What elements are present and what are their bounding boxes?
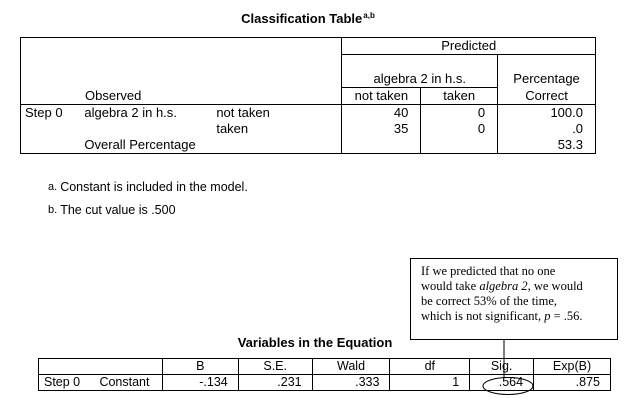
variables-table [38,358,611,391]
df-header: df [390,359,470,375]
sig-header: Sig. [470,359,534,375]
taken-value: 0 [421,121,498,137]
variables-table-title: Variables in the Equation [237,335,393,350]
step-cell [21,137,81,154]
b-value: -.134 [162,375,238,391]
expb-header: Exp(B) [534,359,611,375]
classification-table [20,37,596,154]
level-cell: taken [216,121,249,136]
variable-cell: Overall Percentage [84,137,196,152]
b-header: B [162,359,238,375]
sig-value: .564 [470,375,534,391]
percentage-value: 53.3 [498,137,596,154]
footnote-a: a. Constant is included in the model. [48,180,248,194]
table-row [21,137,596,154]
observed-header-cell [21,38,342,105]
constant-label: Constant [99,375,150,389]
not-taken-value [342,137,421,154]
variable-cell [80,121,212,137]
table-row [21,105,596,122]
classification-table-title: Classification Table$^{a,b}$ [241,11,375,26]
predicted-header: Predicted [342,38,596,55]
level-cell: not taken [216,105,270,120]
title-footnote-marks: a,b [363,11,375,20]
se-header: S.E. [238,359,312,375]
expb-value: .875 [534,375,611,391]
percentage-correct-header: Percentage Correct [498,55,596,105]
algebra-group-header: algebra 2 in h.s. [342,55,498,88]
footnote-b: b. The cut value is .500 [48,203,176,217]
step-cell: Step 0 [25,105,63,120]
annotation-callout: If we predicted that no one would take algebra 2, we would be correct 53% of the time, which is not significant, p = .56. [410,258,618,340]
df-value: 1 [390,375,470,391]
not-taken-value: 35 [342,121,421,137]
not-taken-header: not taken [342,88,421,105]
variable-cell: algebra 2 in h.s. [84,105,177,120]
observed-header: Observed [85,88,142,103]
table-row [21,121,596,137]
step-cell: Step 0 [44,375,81,389]
level-cell [212,137,342,154]
not-taken-value: 40 [342,105,421,122]
wald-value: .333 [312,375,390,391]
blank-header [39,359,163,375]
header-row-predicted [21,38,596,55]
variables-header-row [39,359,611,375]
table-row [39,375,611,391]
taken-value [421,137,498,154]
percentage-value: 100.0 [498,105,596,122]
taken-header: taken [421,88,498,105]
step-cell [21,121,81,137]
percentage-value: .0 [498,121,596,137]
wald-header: Wald [312,359,390,375]
se-value: .231 [238,375,312,391]
taken-value: 0 [421,105,498,122]
